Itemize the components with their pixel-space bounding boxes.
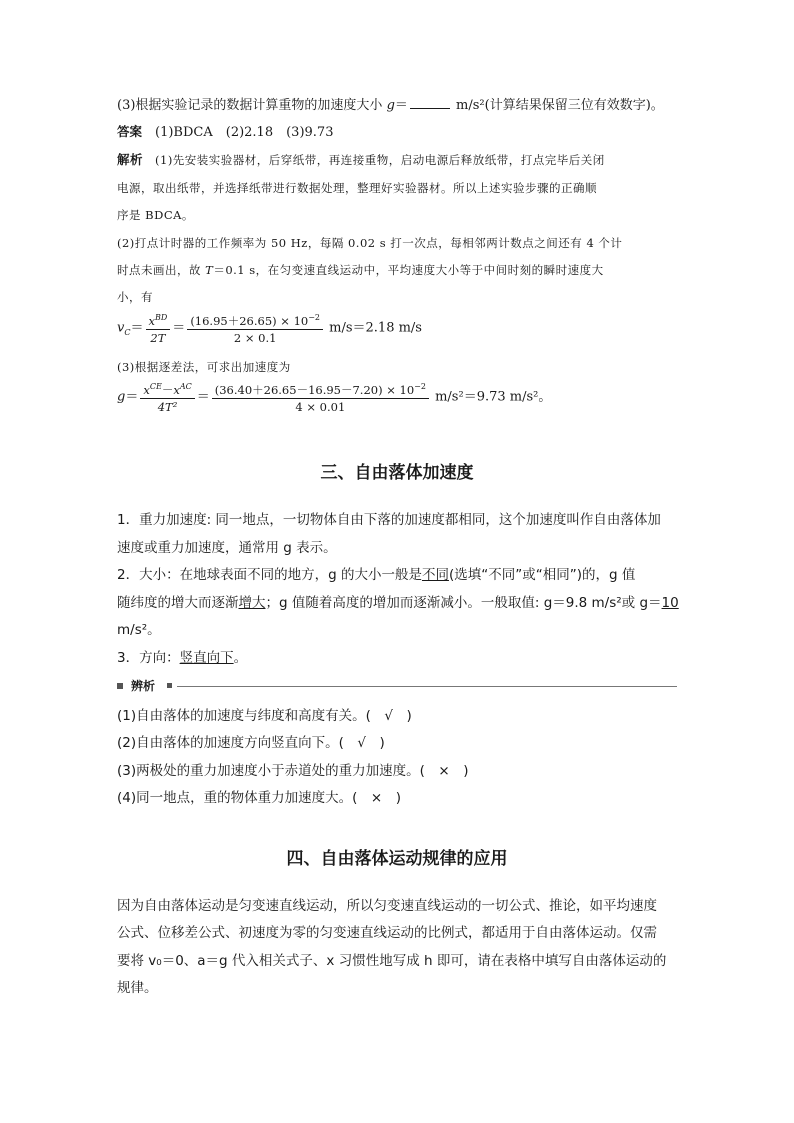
g-formula: g＝ $\frac{x^{CE}-x^{AC}}{\text{4T²}}$ ＝ $\frac{(36.40+26.65-16.95-7.20) \times 10^{-2}}{4 \times 0.01}$ m/s²＝9.73 m/s²。 bbox=[117, 379, 551, 415]
s3-item3 bbox=[117, 648, 247, 668]
bianxi-item-4: (4)同一地点，重的物体重力加速度大。( × ) bbox=[117, 790, 401, 806]
analysis-line-3: 序是 BDCA。 bbox=[117, 208, 194, 222]
equals-sign: ＝ bbox=[394, 98, 408, 113]
bianxi-item-2: (2)自由落体的加速度方向竖直向下。( √ ) bbox=[117, 735, 385, 751]
s3-item1-line2: 速度或重力加速度，通常用 g 表示。 bbox=[117, 540, 337, 556]
ce-sup: CE bbox=[149, 382, 162, 391]
item3-text-a: 3．方向： bbox=[117, 650, 180, 666]
item3-answer: 竖直向下 bbox=[179, 650, 234, 666]
vc-fraction-2 bbox=[187, 310, 323, 346]
bianxi-item-1: (1)自由落体的加速度与纬度和高度有关。( √ ) bbox=[117, 708, 412, 724]
analysis-p2-line-3: 小，有 bbox=[117, 290, 153, 304]
s3-item2-line2 bbox=[117, 593, 679, 613]
item2-answer-2: 增大 bbox=[238, 595, 266, 611]
g-result: m/s²＝9.73 m/s²。 bbox=[430, 389, 552, 405]
s3-item2-line3: m/s²。 bbox=[117, 622, 161, 638]
g-fraction-1 bbox=[140, 379, 194, 415]
x-symbol-b: x bbox=[173, 382, 180, 397]
section-4-title: 四、自由落体运动规律的应用 bbox=[286, 849, 508, 869]
vc-symbol: v bbox=[117, 320, 125, 336]
answer-label: 答案 bbox=[117, 124, 143, 139]
g-den-1: 4T² bbox=[157, 399, 178, 414]
divider-rule bbox=[177, 686, 677, 687]
x-symbol: x bbox=[148, 313, 155, 328]
g-lhs: g bbox=[117, 389, 126, 405]
answer-text: (1)BDCA (2)2.18 (3)9.73 bbox=[142, 125, 334, 140]
question-3 bbox=[117, 96, 664, 116]
analysis-label: 解析 bbox=[117, 152, 144, 167]
analysis-p3-line-1: (3)根据逐差法，可求出加速度为 bbox=[117, 360, 291, 374]
small-square-icon bbox=[167, 683, 172, 688]
item2-answer-1: 不同 bbox=[421, 567, 449, 583]
g-symbol: g bbox=[386, 98, 395, 113]
item2-text-c: 随纬度的增大而逐渐 bbox=[117, 595, 239, 611]
t-symbol: T bbox=[205, 263, 214, 277]
vc-result: m/s＝2.18 m/s bbox=[325, 320, 422, 336]
item2-text-d: ；g 值随着高度的增加而逐渐减小。一般取值: g＝9.8 m/s²或 g＝ bbox=[265, 595, 662, 611]
analysis-text: (1)先安装实验器材，后穿纸带，再连接重物，启动电源后释放纸带，打点完毕后关闭 bbox=[143, 153, 605, 167]
analysis-p2-line-1: (2)打点计时器的工作频率为 50 Hz，每隔 0.02 s 打一次点，每相邻两计数点之间还有 4 个计 bbox=[117, 236, 623, 250]
g-exp: −2 bbox=[414, 382, 426, 391]
g-num-2: (36.40＋26.65－16.95－7.20) × 10 bbox=[214, 382, 415, 397]
analysis-line-2: 电源，取出纸带，并选择纸带进行数据处理，整理好实验器材。所以上述实验步骤的正确顺 bbox=[117, 181, 597, 195]
item2-text-a: 2．大小：在地球表面不同的地方，g 的大小一般是 bbox=[117, 567, 422, 583]
square-bullet-icon bbox=[117, 683, 123, 689]
bianxi-divider bbox=[117, 678, 677, 694]
analysis-line-1 bbox=[117, 150, 605, 170]
item3-text-b: 。 bbox=[233, 650, 248, 666]
g-den-2: 4 × 0.01 bbox=[295, 399, 346, 414]
ac-sup: AC bbox=[179, 382, 192, 391]
item2-text-b: (选填“不同”或“相同”)的，g 值 bbox=[448, 567, 636, 583]
analysis-p2-line-2 bbox=[117, 260, 604, 280]
s4-line-3: 要将 v₀＝0、a＝g 代入相关式子、x 习惯性地写成 h 即可，请在表格中填写自由落体运动的 bbox=[117, 953, 667, 969]
answer-blank[interactable] bbox=[410, 96, 450, 109]
vc-den-2: 2 × 0.1 bbox=[233, 330, 277, 345]
section-3-title: 三、自由落体加速度 bbox=[320, 463, 474, 483]
x-symbol-a: x bbox=[143, 382, 150, 397]
vc-fraction-1 bbox=[146, 310, 171, 346]
p2-text-c: ＝0.1 s，在匀变速直线运动中，平均速度大小等于中间时刻的瞬时速度大 bbox=[213, 263, 604, 277]
minus-sign: － bbox=[161, 382, 174, 397]
bd-sup: BD bbox=[155, 313, 168, 322]
g-fraction-2 bbox=[212, 379, 429, 415]
p2-text-a: 时点未画出，故 bbox=[117, 263, 206, 277]
vc-num-2: (16.95＋26.65) × 10 bbox=[190, 313, 309, 328]
q3-unit-text: m/s²(计算结果保留三位有效数字)。 bbox=[451, 98, 664, 113]
vc-formula: $v_C=$ $\frac{x^{BD}}{2T}$ ＝ $\frac{(16.95+26.65) \times 10^{-2}}{2 \times 0.1}$ m/s＝2.18 m/s bbox=[117, 310, 422, 350]
s4-line-4: 规律。 bbox=[117, 980, 158, 996]
item2-answer-3: 10 bbox=[661, 595, 679, 611]
vc-den-1: 2T bbox=[150, 330, 166, 345]
bianxi-label: 辨析 bbox=[131, 679, 156, 693]
q3-text: (3)根据实验记录的数据计算重物的加速度大小 bbox=[117, 98, 387, 113]
s4-line-2: 公式、位移差公式、初速度为零的匀变速直线运动的比例式，都适用于自由落体运动。仅需 bbox=[117, 925, 657, 941]
s4-line-1: 因为自由落体运动是匀变速直线运动，所以匀变速直线运动的一切公式、推论，如平均速度 bbox=[117, 898, 657, 914]
s3-item2-line1 bbox=[117, 565, 635, 585]
answer-line bbox=[117, 122, 333, 143]
bianxi-item-3: (3)两极处的重力加速度小于赤道处的重力加速度。( × ) bbox=[117, 763, 469, 779]
vc-exp: −2 bbox=[308, 313, 321, 322]
s3-item1-line1: 1．重力加速度: 同一地点，一切物体自由下落的加速度都相同，这个加速度叫作自由落体加 bbox=[117, 512, 661, 528]
vc-subscript: C bbox=[124, 328, 131, 338]
